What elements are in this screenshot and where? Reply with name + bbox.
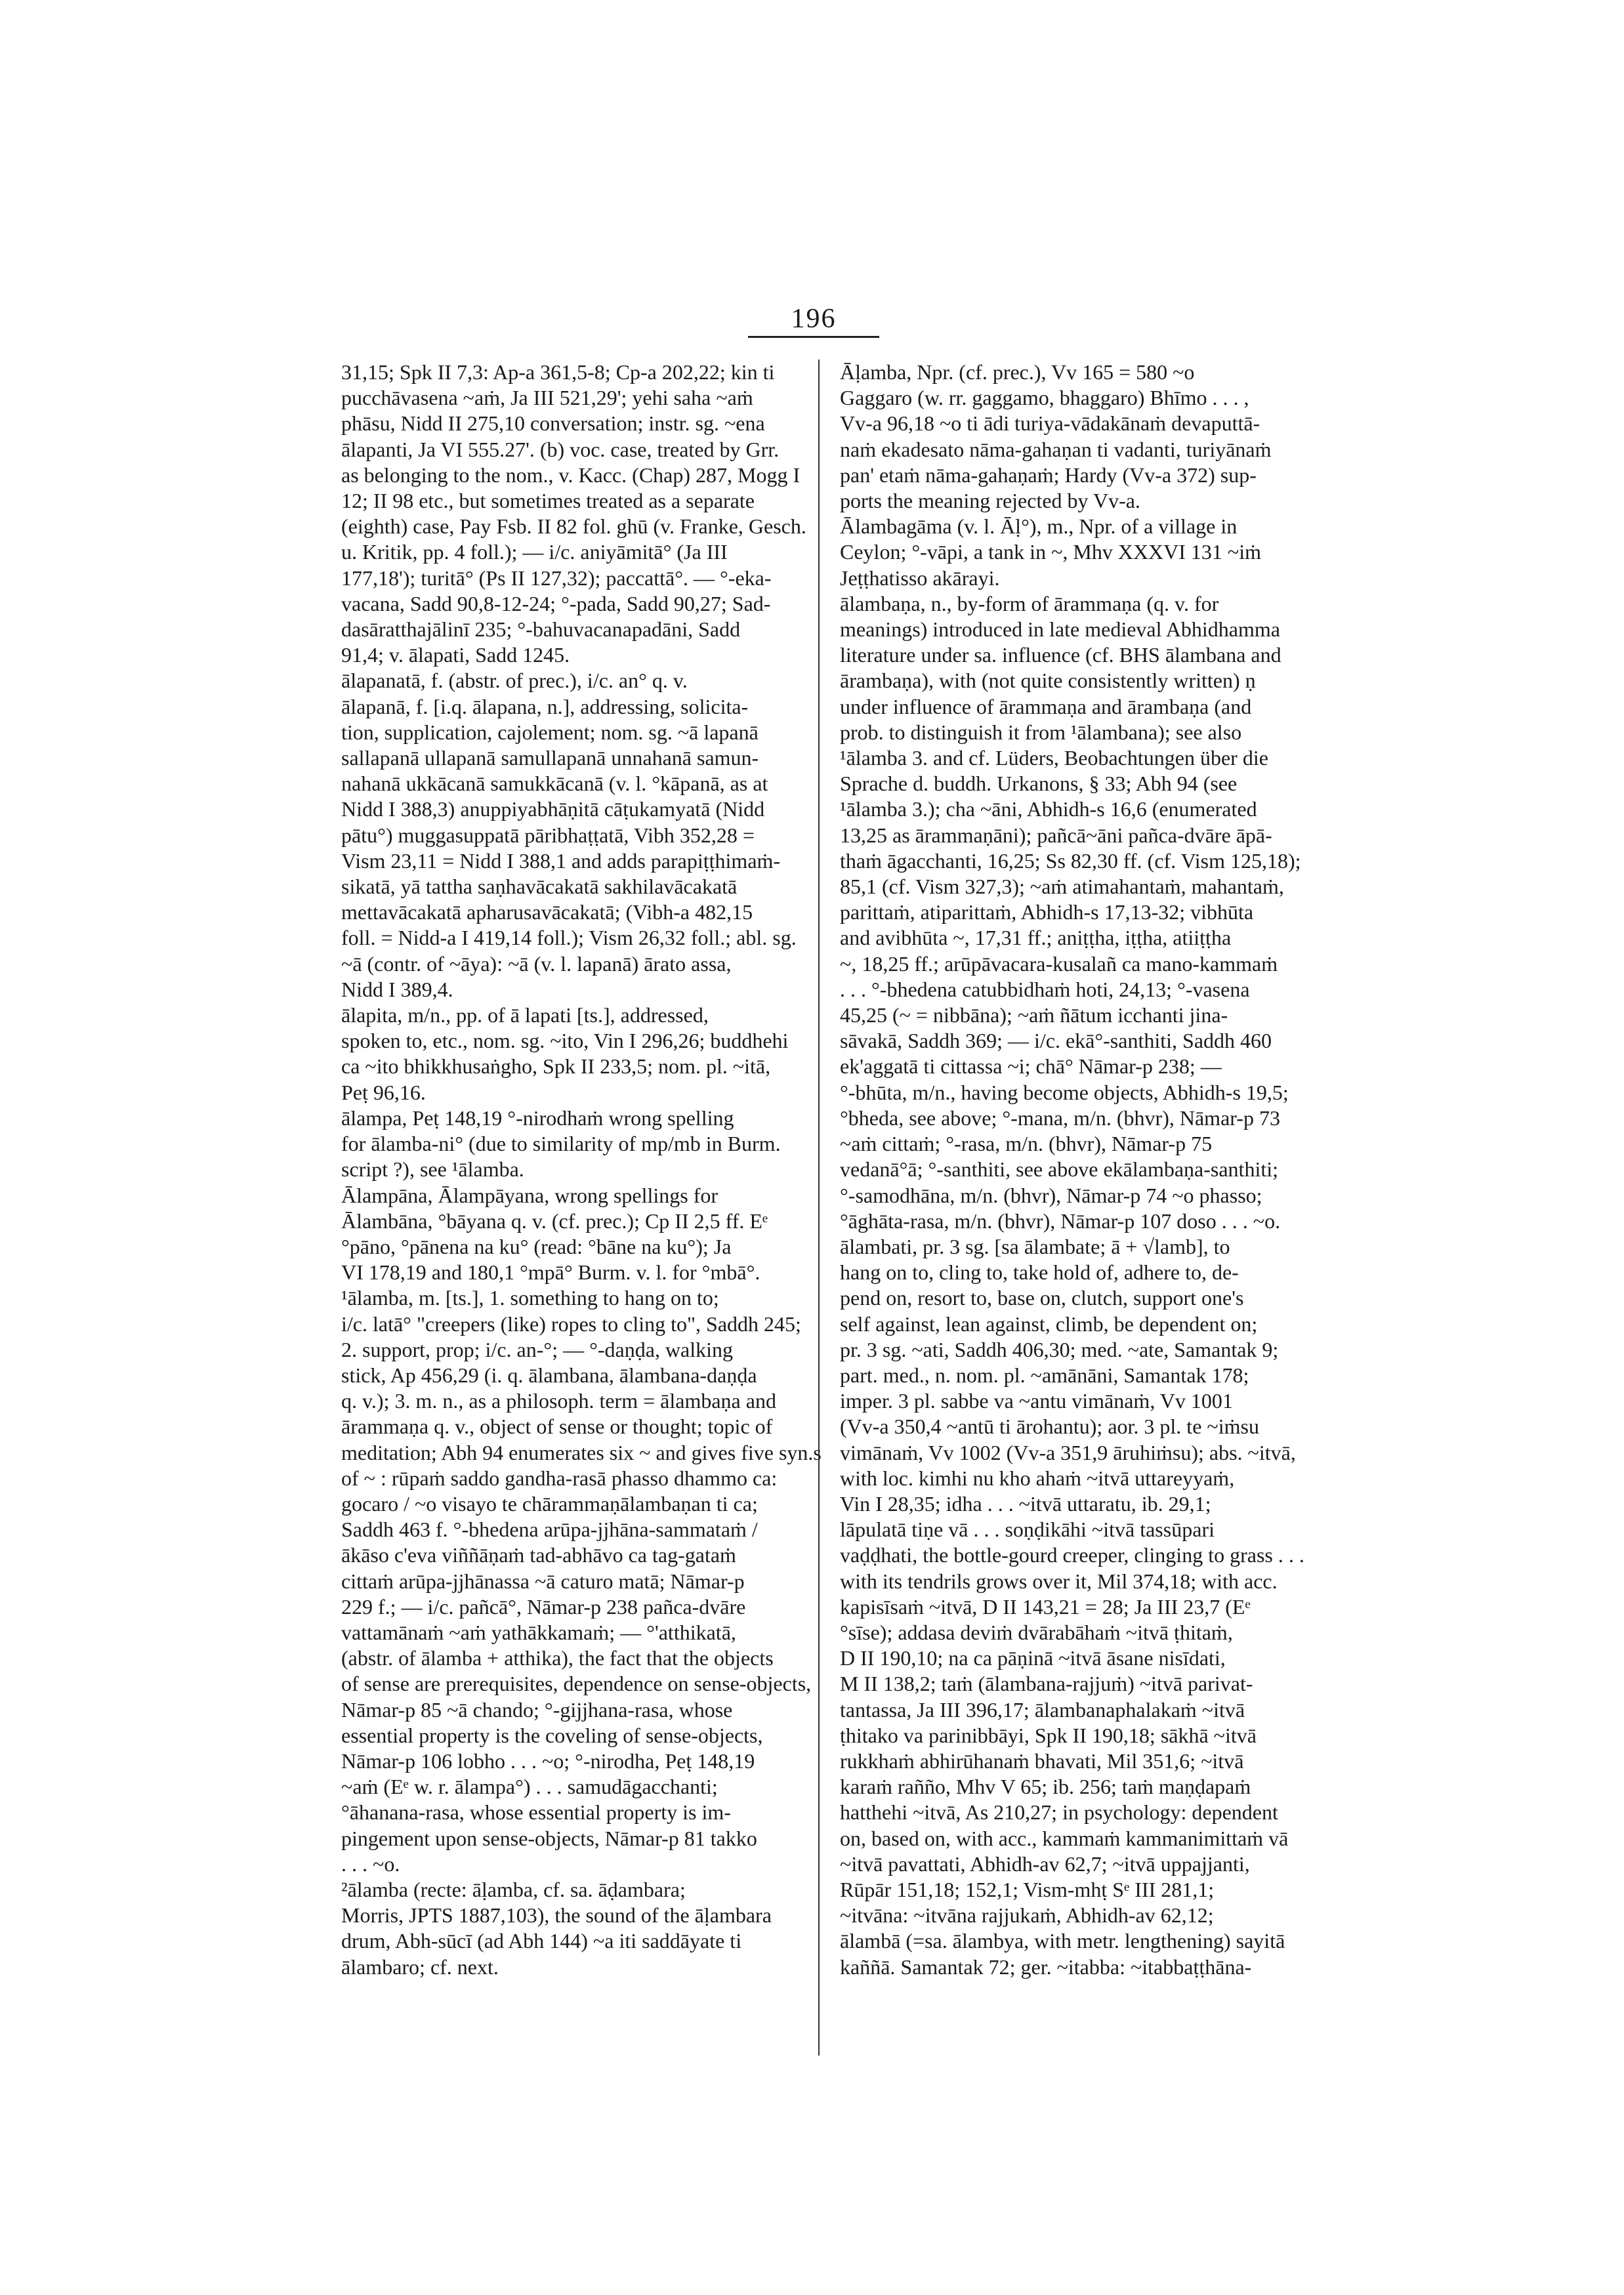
page-number-rule xyxy=(748,336,879,338)
text-line: Ālampāna, Ālampāyana, wrong spellings for xyxy=(341,1183,718,1207)
text-line: rukkhaṁ abhirūhanaṁ bhavati, Mil 351,6; ~itvā xyxy=(840,1748,1244,1773)
text-line: with loc. kimhi nu kho ahaṁ ~itvā uttareyyaṁ, xyxy=(840,1466,1235,1490)
text-line: (eighth) case, Pay Fsb. II 82 fol. ghū (v. Franke, Gesch. xyxy=(341,514,806,539)
text-line: and avibhūta ~, 17,31 ff.; aniṭṭha, iṭṭha, atiiṭṭha xyxy=(840,926,1232,950)
text-line: essential property is the coveling of sense-objects, xyxy=(341,1723,763,1747)
text-line: hatthehi ~itvā, As 210,27; in psychology: dependent xyxy=(840,1800,1278,1825)
text-line: ~, 18,25 ff.; arūpāvacara-kusalañ ca mano-kammaṁ xyxy=(840,951,1278,976)
text-line: of ~ : rūpaṁ saddo gandha-rasā phasso dhammo ca: xyxy=(341,1466,778,1490)
text-line: pucchāvasena ~aṁ, Ja III 521,29'; yehi saha ~aṁ xyxy=(341,386,753,410)
text-line: stick, Ap 456,29 (i. q. ālambana, ālambana-daṇḍa xyxy=(341,1363,757,1387)
text-line: of sense are prerequisites, dependence on sense-objects, xyxy=(341,1672,812,1696)
text-line: Ceylon; °-vāpi, a tank in ~, Mhv XXXVI 131 ~iṁ xyxy=(840,540,1262,564)
text-line: sāvakā, Saddh 369; — i/c. ekā°-santhiti, Saddh 460 xyxy=(840,1029,1272,1053)
text-line: °āghāta-rasa, m/n. (bhvr), Nāmar-p 107 doso . . . ~o. xyxy=(840,1209,1281,1233)
text-line: vattamānaṁ ~aṁ yathākkamaṁ; — °'atthikatā, xyxy=(341,1620,736,1644)
text-line: °sīse); addasa deviṁ dvārabāhaṁ ~itvā ṭhitaṁ, xyxy=(840,1620,1233,1644)
text-line: °-samodhāna, m/n. (bhvr), Nāmar-p 74 ~o phasso; xyxy=(840,1183,1262,1207)
text-line: ¹ālamba 3. and cf. Lüders, Beobachtungen über die xyxy=(840,746,1268,770)
text-line: Vin I 28,35; idha . . . ~itvā uttaratu, ib. 29,1; xyxy=(840,1491,1211,1516)
column-divider xyxy=(818,360,820,2056)
text-line: script ?), see ¹ālamba. xyxy=(341,1157,524,1182)
text-line: vedanā°ā; °-santhiti, see above ekālambaṇa-santhiti; xyxy=(840,1157,1278,1182)
text-line: ports the meaning rejected by Vv-a. xyxy=(840,489,1140,513)
text-line: Vv-a 96,18 ~o ti ādi turiya-vādakānaṁ devaputtā- xyxy=(840,411,1260,436)
text-line: 177,18'); turitā° (Ps II 127,32); paccattā°. — °-eka- xyxy=(341,566,772,590)
text-line: pend on, resort to, base on, clutch, support one's xyxy=(840,1286,1244,1310)
text-line: 45,25 (~ = nibbāna); ~aṁ ñātum icchanti jina- xyxy=(840,1003,1228,1027)
text-line: meditation; Abh 94 enumerates six ~ and gives five syn.s xyxy=(341,1440,822,1464)
text-line: Jeṭṭhatisso akārayi. xyxy=(840,566,1000,590)
text-line: °-bhūta, m/n., having become objects, Abhidh-s 19,5; xyxy=(840,1080,1289,1104)
text-line: ~aṁ cittaṁ; °-rasa, m/n. (bhvr), Nāmar-p 75 xyxy=(840,1132,1213,1156)
text-line: as belonging to the nom., v. Kacc. (Chap) 287, Mogg I xyxy=(341,463,801,487)
text-line: sikatā, yā tattha saṇhavācakatā sakhilavācakatā xyxy=(341,875,738,899)
text-line: ¹ālamba 3.); cha ~āni, Abhidh-s 16,6 (enumerated xyxy=(840,797,1257,821)
text-line: 31,15; Spk II 7,3: Ap-a 361,5-8; Cp-a 202,22; kin ti xyxy=(341,360,775,384)
text-line: foll. = Nidd-a I 419,14 foll.); Vism 26,32 foll.; abl. sg. xyxy=(341,926,797,950)
text-line: parittaṁ, atiparittaṁ, Abhidh-s 17,13-32; vibhūta xyxy=(840,900,1254,924)
text-line: literature under sa. influence (cf. BHS ālambana and xyxy=(840,643,1281,667)
text-line: pingement upon sense-objects, Nāmar-p 81 takko xyxy=(341,1826,757,1850)
text-line: self against, lean against, climb, be dependent on; xyxy=(840,1312,1258,1336)
text-line: vaḍḍhati, the bottle-gourd creeper, clinging to grass . . . xyxy=(840,1543,1304,1567)
text-line: ālambati, pr. 3 sg. [sa ālambate; ā + √lamb], to xyxy=(840,1234,1230,1258)
text-line: prob. to distinguish it from ¹ālambana); see also xyxy=(840,720,1242,744)
text-line: 2. support, prop; i/c. an-°; — °-daṇḍa, walking xyxy=(341,1337,734,1361)
text-line: Ālambagāma (v. l. Āḷ°), m., Npr. of a village in xyxy=(840,514,1238,539)
text-line: lāpulatā tiṇe vā . . . soṇḍikāhi ~itvā tassūpari xyxy=(840,1518,1215,1542)
text-line: ārammaṇa q. v., object of sense or thought; topic of xyxy=(341,1415,773,1439)
text-line: ākāso c'eva viññāṇaṁ tad-abhāvo ca tag-gataṁ xyxy=(341,1543,736,1567)
text-line: i/c. latā° "creepers (like) ropes to cling to", Saddh 245; xyxy=(341,1312,801,1336)
text-line: 85,1 (cf. Vism 327,3); ~aṁ atimahantaṁ, mahantaṁ, xyxy=(840,875,1284,899)
text-line: Nāmar-p 85 ~ā chando; °-gijjhana-rasa, whose xyxy=(341,1697,733,1722)
text-line: cittaṁ arūpa-jjhānassa ~ā caturo matā; Nāmar-p xyxy=(341,1569,745,1593)
text-line: 91,4; v. ālapati, Sadd 1245. xyxy=(341,643,570,667)
text-line: ālapanti, Ja VI 555.27'. (b) voc. case, treated by Grr. xyxy=(341,437,780,461)
text-line: Nidd I 388,3) anuppiyabhāṇitā cāṭukamyatā (Nidd xyxy=(341,797,765,821)
text-line: °bheda, see above; °-mana, m/n. (bhvr), Nāmar-p 73 xyxy=(840,1106,1280,1130)
text-line: u. Kritik, pp. 4 foll.); — i/c. aniyāmitā° (Ja III xyxy=(341,540,728,564)
text-line: ~aṁ (Eᵉ w. r. ālampa°) . . . samudāgacchanti; xyxy=(341,1775,718,1799)
text-line: ārambaṇa), with (not quite consistently written) ṇ xyxy=(840,669,1256,693)
text-line: pr. 3 sg. ~ati, Saddh 406,30; med. ~ate, Samantak 9; xyxy=(840,1337,1279,1361)
text-line: °pāno, °pānena na ku° (read: °bāne na ku°); Ja xyxy=(341,1234,732,1258)
text-line: drum, Abh-sūcī (ad Abh 144) ~a iti saddāyate ti xyxy=(341,1929,742,1953)
text-line: phāsu, Nidd II 275,10 conversation; instr. sg. ~ena xyxy=(341,411,765,436)
text-line: D II 190,10; na ca pāṇinā ~itvā āsane nisīdati, xyxy=(840,1646,1226,1670)
text-line: Sprache d. buddh. Urkanons, § 33; Abh 94 (see xyxy=(840,772,1238,796)
text-line: VI 178,19 and 180,1 °mpā° Burm. v. l. for °mbā°. xyxy=(341,1260,760,1285)
text-line: Saddh 463 f. °-bhedena arūpa-jjhāna-sammataṁ / xyxy=(341,1518,758,1542)
text-line: q. v.); 3. m. n., as a philosoph. term = ālambaṇa and xyxy=(341,1389,776,1413)
text-line: Āḷamba, Npr. (cf. prec.), Vv 165 = 580 ~o xyxy=(840,360,1195,384)
text-line: (Vv-a 350,4 ~antū ti ārohantu); aor. 3 pl. te ~iṁsu xyxy=(840,1415,1259,1439)
text-line: ~itvā pavattati, Abhidh-av 62,7; ~itvā uppajjanti, xyxy=(840,1851,1250,1876)
text-line: ek'aggatā ti cittassa ~i; chā° Nāmar-p 238; — xyxy=(840,1054,1222,1079)
text-line: (abstr. of ālamba + atthika), the fact that the objects xyxy=(341,1646,774,1670)
text-line: ālampa, Peṭ 148,19 °-nirodhaṁ wrong spelling xyxy=(341,1106,734,1130)
text-line: Gaggaro (w. rr. gaggamo, bhaggaro) Bhīmo . . . , xyxy=(840,386,1249,410)
text-line: on, based on, with acc., kammaṁ kammanimittaṁ vā xyxy=(840,1826,1289,1850)
text-line: vacana, Sadd 90,8-12-24; °-pada, Sadd 90,27; Sad- xyxy=(341,591,771,615)
text-line: Vism 23,11 = Nidd I 388,1 and adds parapiṭṭhimaṁ- xyxy=(341,848,781,873)
text-line: 12; II 98 etc., but sometimes treated as a separate xyxy=(341,489,755,513)
text-line: Nāmar-p 106 lobho . . . ~o; °-nirodha, Peṭ 148,19 xyxy=(341,1748,755,1773)
right-column xyxy=(840,360,1460,2052)
text-line: . . . ~o. xyxy=(341,1851,400,1876)
text-line: ²ālamba (recte: āḷamba, cf. sa. āḍambara; xyxy=(341,1877,686,1901)
text-line: Morris, JPTS 1887,103), the sound of the āḷambara xyxy=(341,1903,772,1928)
text-line: vimānaṁ, Vv 1002 (Vv-a 351,9 āruhiṁsu); abs. ~itvā, xyxy=(840,1440,1296,1464)
text-line: kaññā. Samantak 72; ger. ~itabba: ~itabbaṭṭhāna- xyxy=(840,1954,1252,1979)
text-line: imper. 3 pl. sabbe va ~antu vimānaṁ, Vv 1001 xyxy=(840,1389,1233,1413)
text-line: under influence of ārammaṇa and ārambaṇa (and xyxy=(840,694,1252,718)
text-line: ¹ālamba, m. [ts.], 1. something to hang on to; xyxy=(341,1286,719,1310)
text-line: part. med., n. nom. pl. ~amānāni, Samantak 178; xyxy=(840,1363,1249,1387)
text-line: ṭhitako va parinibbāyi, Spk II 190,18; sākhā ~itvā xyxy=(840,1723,1257,1747)
text-line: spoken to, etc., nom. sg. ~ito, Vin I 296,26; buddhehi xyxy=(341,1029,789,1053)
text-line: Peṭ 96,16. xyxy=(341,1080,426,1104)
text-line: mettavācakatā apharusavācakatā; (Vibh-a 482,15 xyxy=(341,900,753,924)
text-line: hang on to, cling to, take hold of, adhere to, de- xyxy=(840,1260,1239,1285)
text-line: ālambaro; cf. next. xyxy=(341,1954,499,1979)
text-line: ālapanā, f. [i.q. ālapana, n.], addressing, solicita- xyxy=(341,694,749,718)
text-line: Rūpār 151,18; 152,1; Vism-mhṭ Sᵉ III 281,1; xyxy=(840,1877,1215,1901)
text-line: M II 138,2; taṁ (ālambana-rajjuṁ) ~itvā parivat- xyxy=(840,1672,1253,1696)
text-line: °āhanana-rasa, whose essential property is im- xyxy=(341,1800,731,1825)
text-line: kapisīsaṁ ~itvā, D II 143,21 = 28; Ja III 23,7 (Eᵉ xyxy=(840,1594,1251,1619)
text-line: 229 f.; — i/c. pañcā°, Nāmar-p 238 pañca-dvāre xyxy=(341,1594,746,1619)
text-line: meanings) introduced in late medieval Abhidhamma xyxy=(840,617,1280,642)
text-line: ~itvāna: ~itvāna rajjukaṁ, Abhidh-av 62,12; xyxy=(840,1903,1214,1928)
text-line: ca ~ito bhikkhusaṅgho, Spk II 233,5; nom. pl. ~itā, xyxy=(341,1054,771,1079)
text-line: pātu°) muggasuppatā pāribhaṭṭatā, Vibh 352,28 = xyxy=(341,823,755,847)
text-line: thaṁ āgacchanti, 16,25; Ss 82,30 ff. (cf. Vism 125,18); xyxy=(840,848,1301,873)
text-line: ālambā (=sa. ālambya, with metr. lengthening) sayitā xyxy=(840,1929,1285,1953)
text-line: gocaro / ~o visayo te chārammaṇālambaṇan ti ca; xyxy=(341,1491,758,1516)
text-line: ālambaṇa, n., by-form of ārammaṇa (q. v. for xyxy=(840,591,1219,615)
text-line: for ālamba-ni° (due to similarity of mp/mb in Burm. xyxy=(341,1132,781,1156)
page-number: 196 xyxy=(791,304,837,334)
text-line: ālapanatā, f. (abstr. of prec.), i/c. an° q. v. xyxy=(341,669,688,693)
text-line: ~ā (contr. of ~āya): ~ā (v. l. lapanā) ārato assa, xyxy=(341,951,732,976)
text-line: . . . °-bhedena catubbidhaṁ hoti, 24,13; °-vasena xyxy=(840,977,1250,1001)
text-line: 13,25 as ārammaṇāni); pañcā~āni pañca-dvāre āpā- xyxy=(840,823,1272,847)
text-line: tantassa, Ja III 396,17; ālambanaphalakaṁ ~itvā xyxy=(840,1697,1245,1722)
text-line: pan' etaṁ nāma-gahaṇaṁ; Hardy (Vv-a 372) sup- xyxy=(840,463,1257,487)
text-line: dasāratthajālinī 235; °-bahuvacanapadāni, Sadd xyxy=(341,617,741,642)
text-line: Nidd I 389,4. xyxy=(341,977,453,1001)
text-line: naṁ ekadesato nāma-gahaṇan ti vadanti, turiyānaṁ xyxy=(840,437,1272,461)
text-line: karaṁ rañño, Mhv V 65; ib. 256; taṁ maṇḍapaṁ xyxy=(840,1775,1251,1799)
text-line: Ālambāna, °bāyana q. v. (cf. prec.); Cp II 2,5 ff. Eᵉ xyxy=(341,1209,768,1233)
text-line: with its tendrils grows over it, Mil 374,18; with acc. xyxy=(840,1569,1278,1593)
text-line: nahanā ukkācanā samukkācanā (v. l. °kāpanā, as at xyxy=(341,772,768,796)
text-line: sallapanā ullapanā samullapanā unnahanā samun- xyxy=(341,746,759,770)
text-line: tion, supplication, cajolement; nom. sg. ~ā lapanā xyxy=(341,720,759,744)
text-line: ālapita, m/n., pp. of ā lapati [ts.], addressed, xyxy=(341,1003,709,1027)
